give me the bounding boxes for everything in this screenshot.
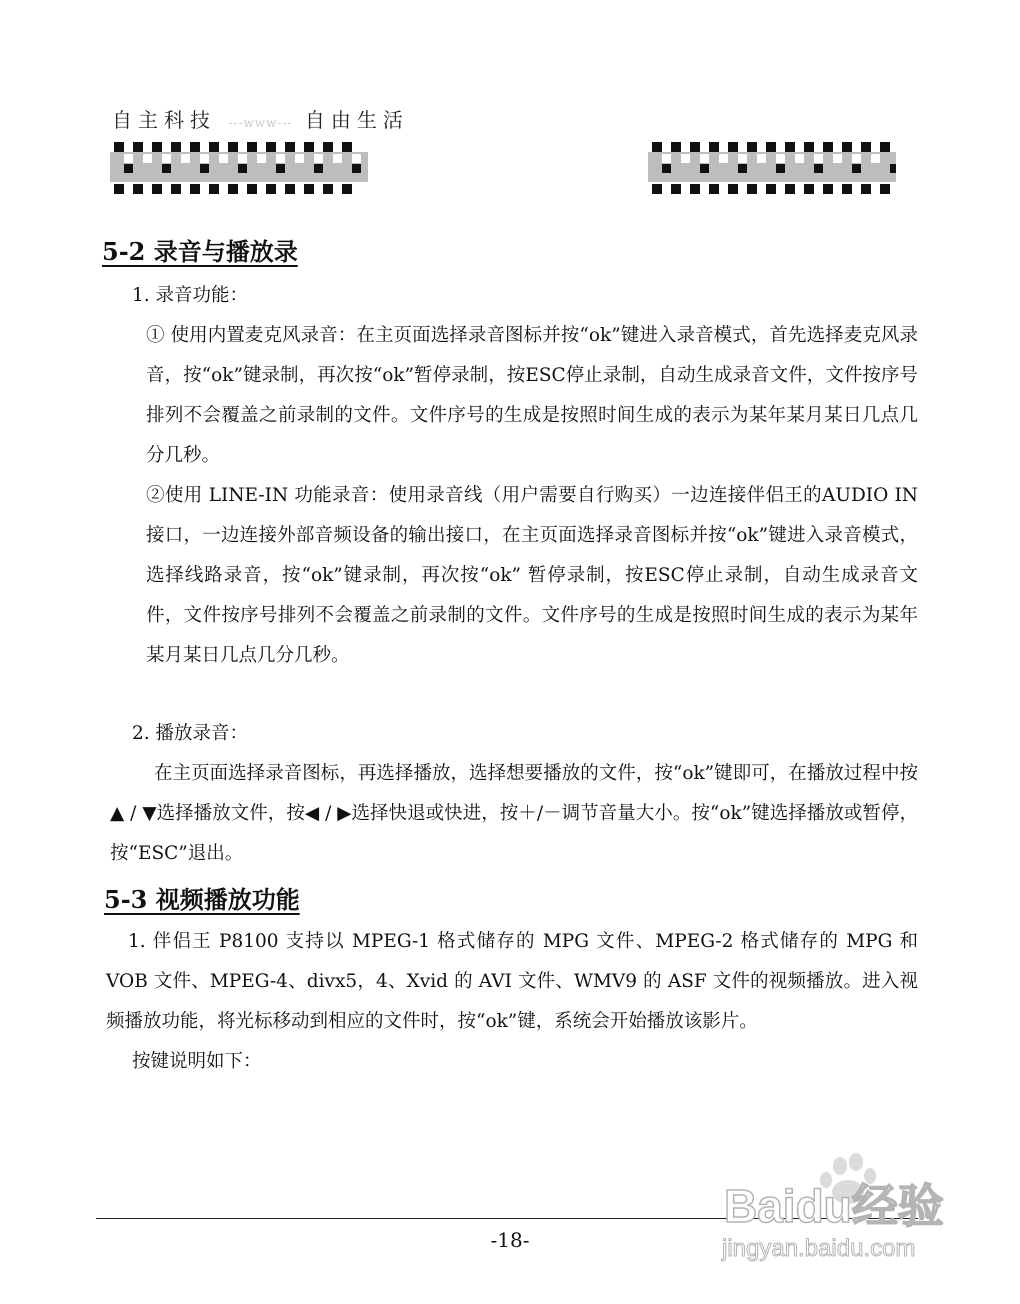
checker-square bbox=[804, 184, 814, 194]
checker-square bbox=[238, 154, 247, 163]
recording-mic-paragraph bbox=[146, 316, 918, 476]
checker-square bbox=[152, 142, 162, 152]
checker-square bbox=[814, 164, 823, 173]
checker-square bbox=[652, 142, 662, 152]
checker-square bbox=[276, 154, 285, 163]
section-5-3-title: 5-3 视频播放功能 bbox=[104, 885, 300, 914]
checker-square bbox=[747, 184, 757, 194]
checker-square bbox=[728, 142, 738, 152]
checker-square bbox=[823, 184, 833, 194]
checker-square bbox=[143, 154, 152, 163]
checker-square bbox=[738, 154, 747, 163]
checker-square bbox=[200, 164, 209, 173]
page-number: -18- bbox=[490, 1228, 530, 1252]
checker-square bbox=[652, 184, 662, 194]
checker-square bbox=[785, 142, 795, 152]
checker-square bbox=[133, 184, 143, 194]
checker-square bbox=[247, 142, 257, 152]
recording-mic-text: ① 使用内置麦克风录音：在主页面选择录音图标并按“ok”键进入录音模式，首先选择麦克风录音，按“ok”键录制，再次按“ok”暂停录制，按ESC停止录制，自动生成录音文件，文件按序号排列不会覆盖之前录制的文件。文件序号的生成是按照时间生成的表示为某年某月某日几点几分几秒。 bbox=[146, 325, 918, 466]
checker-square bbox=[162, 164, 171, 173]
checker-square bbox=[890, 164, 896, 173]
checker-square bbox=[833, 154, 842, 163]
header-slogan bbox=[112, 104, 409, 133]
checker-square bbox=[323, 142, 333, 152]
checker-square bbox=[842, 142, 852, 152]
checker-square bbox=[190, 142, 200, 152]
checker-square bbox=[342, 184, 352, 194]
keys-label: 按键说明如下： bbox=[132, 1051, 262, 1072]
checker-square bbox=[690, 184, 700, 194]
checker-square bbox=[247, 184, 257, 194]
checker-square bbox=[352, 164, 361, 173]
checker-square bbox=[181, 154, 190, 163]
slogan-separator: ---www--- bbox=[228, 116, 293, 130]
section-5-2-title: 5-2 录音与播放录 bbox=[102, 237, 298, 266]
checker-square bbox=[700, 154, 709, 163]
checker-square bbox=[162, 154, 171, 163]
checker-square bbox=[776, 154, 785, 163]
checker-square bbox=[152, 184, 162, 194]
checker-square bbox=[133, 142, 143, 152]
checker-square bbox=[219, 154, 228, 163]
checker-square bbox=[766, 184, 776, 194]
checker-decoration-left bbox=[110, 140, 368, 198]
checker-square bbox=[852, 164, 861, 173]
recording-linein-text: ②使用 LINE-IN 功能录音：使用录音线（用户需要自行购买）一边连接伴侣王的AUDIO IN接口，一边连接外部音频设备的输出接口，在主页面选择录音图标并按“ok”键进入录音模式，选择线路录音，按“ok”键录制，再次按“ok” 暂停录制，按ESC停止录制，自动生成录音文件，文件按序号排列不会覆盖之前录制的文件。文件序号的生成是按照时间生成的表示为某年某月某日几点几分几秒。 bbox=[146, 485, 918, 666]
checker-square bbox=[171, 142, 181, 152]
checker-square bbox=[709, 142, 719, 152]
item-2-label: 2. 播放录音： bbox=[132, 723, 249, 744]
slogan-right: 自由生活 bbox=[304, 108, 409, 132]
playback-paragraph bbox=[110, 754, 918, 874]
checker-square bbox=[314, 164, 323, 173]
checker-square bbox=[776, 164, 785, 173]
checker-square bbox=[757, 154, 766, 163]
checker-square bbox=[171, 184, 181, 194]
checker-square bbox=[295, 154, 304, 163]
checker-square bbox=[814, 154, 823, 163]
checker-square bbox=[842, 184, 852, 194]
checker-pattern-left bbox=[110, 142, 368, 194]
checker-square bbox=[190, 184, 200, 194]
checker-square bbox=[766, 142, 776, 152]
checker-square bbox=[785, 184, 795, 194]
checker-square bbox=[352, 154, 361, 163]
checker-square bbox=[690, 142, 700, 152]
checker-square bbox=[738, 164, 747, 173]
recording-linein-paragraph bbox=[146, 476, 918, 676]
checker-square bbox=[114, 184, 124, 194]
checker-square bbox=[238, 164, 247, 173]
checker-square bbox=[671, 184, 681, 194]
checker-square bbox=[228, 184, 238, 194]
checker-square bbox=[124, 164, 133, 173]
slogan-left: 自主科技 bbox=[112, 108, 216, 132]
checker-square bbox=[804, 142, 814, 152]
checker-square bbox=[285, 184, 295, 194]
checker-square bbox=[662, 154, 671, 163]
checker-square bbox=[333, 154, 342, 163]
checker-square bbox=[709, 184, 719, 194]
checker-square bbox=[124, 154, 133, 163]
checker-square bbox=[114, 142, 124, 152]
checker-square bbox=[795, 154, 804, 163]
checker-square bbox=[880, 184, 890, 194]
checker-square bbox=[257, 154, 266, 163]
checker-square bbox=[285, 142, 295, 152]
checker-square bbox=[304, 142, 314, 152]
checker-square bbox=[823, 142, 833, 152]
checker-square bbox=[719, 154, 728, 163]
checker-square bbox=[304, 184, 314, 194]
checker-square bbox=[852, 154, 861, 163]
checker-square bbox=[342, 142, 352, 152]
checker-square bbox=[200, 154, 209, 163]
checker-square bbox=[276, 164, 285, 173]
checker-square bbox=[880, 142, 890, 152]
watermark-url: jingyan.baidu.com bbox=[722, 1235, 916, 1262]
checker-square bbox=[209, 142, 219, 152]
checker-square bbox=[228, 142, 238, 152]
checker-square bbox=[728, 184, 738, 194]
item-1-label: 1. 录音功能： bbox=[132, 285, 249, 306]
checker-square bbox=[266, 184, 276, 194]
checker-square bbox=[662, 164, 671, 173]
video-text: 1. 伴侣王 P8100 支持以 MPEG-1 格式储存的 MPG 文件、MPEG-2 格式储存的 MPG 和 VOB 文件、MPEG-4、divx5，4、Xvid 的 AVI 文件、WMV9 的 ASF 文件的视频播放。进入视频播放功能，将光标移动到相应的文件时，按“ok”键，系统会开始播放该影片。 bbox=[106, 931, 918, 1032]
checker-square bbox=[681, 154, 690, 163]
checker-pattern-right bbox=[648, 142, 896, 194]
checker-square bbox=[861, 142, 871, 152]
checker-square bbox=[747, 142, 757, 152]
checker-square bbox=[671, 142, 681, 152]
checker-square bbox=[700, 164, 709, 173]
watermark-brand: Baidu经验 bbox=[724, 1180, 944, 1232]
checker-square bbox=[861, 184, 871, 194]
baidu-watermark bbox=[718, 1150, 968, 1270]
playback-text: 在主页面选择录音图标，再选择播放，选择想要播放的文件，按“ok”键即可，在播放过程中按▲ / ▼选择播放文件，按◀ / ▶选择快退或快进，按＋/－调节音量大小。按“ok”键选择播放或暂停，按“ESC”退出。 bbox=[110, 763, 918, 864]
video-paragraph bbox=[106, 922, 918, 1042]
checker-square bbox=[314, 154, 323, 163]
checker-decoration-right bbox=[648, 140, 896, 198]
checker-square bbox=[871, 154, 880, 163]
checker-square bbox=[209, 184, 219, 194]
checker-square bbox=[323, 184, 333, 194]
checker-square bbox=[266, 142, 276, 152]
